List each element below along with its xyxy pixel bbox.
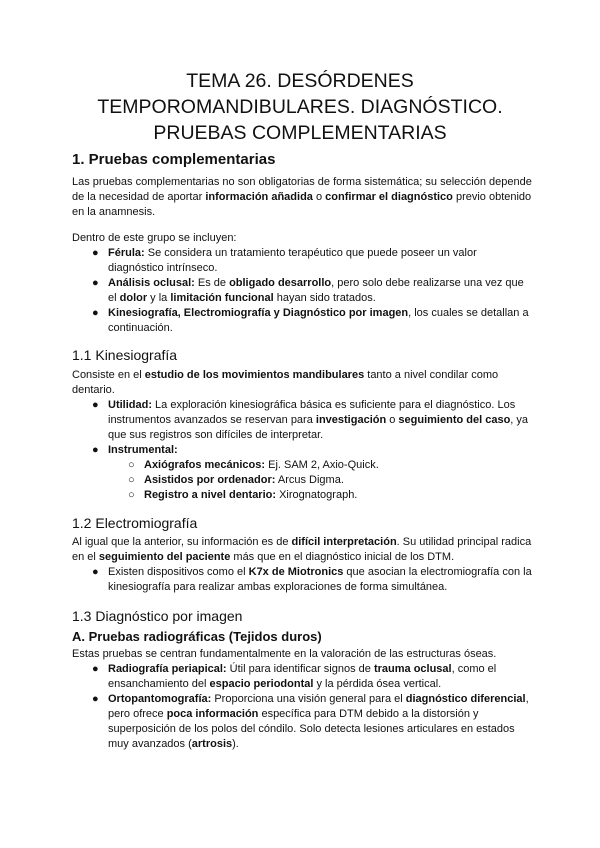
section-1-3-intro: Estas pruebas se centran fundamentalmente en la valoración de las estructuras óseas. — [72, 648, 497, 660]
list-item-registro-dentario: ○ Registro a nivel dentario: Xirognatograph. — [128, 489, 358, 501]
bullet-icon: ● — [92, 399, 99, 411]
list-item-analisis-oclusal: ● Análisis oclusal: Es de obligado desarrollo, pero solo debe realizarse una vez que el dolor y la limitación funcional hayan sido tratados. — [92, 277, 524, 304]
list-item-k7x: ● Existen dispositivos como el K7x de Miotronics que asocian la electromiografía con la kinesiografía para realizar ambas exploraciones de forma simultánea. — [92, 566, 532, 593]
list-item-ortopantomografia: ● Ortopantomografía: Proporciona una visión general para el diagnóstico diferencial, pero ofrece poca información específica para DTM debido a la distorsión y superposición de los polos del cóndilo. Solo detecta lesiones articulares en estados muy avanzados (artrosis). — [92, 693, 529, 750]
section-1-intro: Las pruebas complementarias no son obligatorias de forma sistemática; su selección depende de la necesidad de aportar información añadida o confirmar el diagnóstico previo obtenido en la anamnesis. — [72, 176, 532, 218]
list-item-ferula: ● Férula: Se considera un tratamiento terapéutico que puede poseer un valor diagnóstico intrínseco. — [92, 247, 477, 274]
bullet-icon: ● — [92, 444, 99, 456]
instrumental-sublist — [128, 458, 534, 503]
bullet-icon: ● — [92, 307, 99, 319]
section-1-1-intro: Consiste en el estudio de los movimientos mandibulares tanto a nivel condilar como dentario. — [72, 369, 499, 396]
list-item-instrumental: ● Instrumental: — [92, 444, 178, 456]
title-line-1: TEMA 26. DESÓRDENES — [186, 70, 414, 92]
section-1-3-heading: 1.3 Diagnóstico por imagen — [72, 608, 243, 624]
hollow-bullet-icon: ○ — [128, 489, 135, 501]
bullet-icon: ● — [92, 663, 99, 675]
bullet-icon: ● — [92, 277, 99, 289]
title-line-2: TEMPOROMANDIBULARES. DIAGNÓSTICO. — [97, 96, 503, 118]
section-1-3-subheading: A. Pruebas radiográficas (Tejidos duros) — [72, 629, 322, 644]
page-title — [60, 68, 540, 146]
bullet-icon: ● — [92, 566, 99, 578]
section-1-1-list — [92, 398, 534, 458]
section-1-2-list — [92, 565, 534, 595]
list-item-periapical: ● Radiografía periapical: Útil para identificar signos de trauma oclusal, como el ensanchamiento del espacio periodontal y la pérdida ósea vertical. — [92, 663, 497, 690]
list-item-kinesiografia: ● Kinesiografía, Electromiografía y Diagnóstico por imagen, los cuales se detallan a continuación. — [92, 307, 529, 334]
list-item-asistidos: ○ Asistidos por ordenador: Arcus Digma. — [128, 474, 344, 486]
section-1-2-intro: Al igual que la anterior, su información es de difícil interpretación. Su utilidad principal radica en el seguimiento del paciente más que en el diagnóstico inicial de los DTM. — [72, 536, 532, 563]
hollow-bullet-icon: ○ — [128, 474, 135, 486]
title-line-3: PRUEBAS COMPLEMENTARIAS — [153, 122, 447, 144]
section-1-3-list — [92, 662, 534, 752]
section-1-heading: 1. Pruebas complementarias — [72, 151, 276, 168]
section-1-list — [92, 246, 534, 336]
bullet-icon: ● — [92, 693, 99, 705]
section-1-1-heading: 1.1 Kinesiografía — [72, 347, 178, 363]
section-1-list-intro: Dentro de este grupo se incluyen: — [72, 232, 237, 244]
section-1-2-heading: 1.2 Electromiografía — [72, 515, 198, 531]
list-item-axiografos: ○ Axiógrafos mecánicos: Ej. SAM 2, Axio-Quick. — [128, 459, 379, 471]
bullet-icon: ● — [92, 247, 99, 259]
list-item-utilidad: ● Utilidad: La exploración kinesiográfica básica es suficiente para el diagnóstico. Los instrumentos avanzados se reservan para investigación o seguimiento del caso, ya que sus registros son difíciles de interpretar. — [92, 399, 529, 441]
hollow-bullet-icon: ○ — [128, 459, 135, 471]
